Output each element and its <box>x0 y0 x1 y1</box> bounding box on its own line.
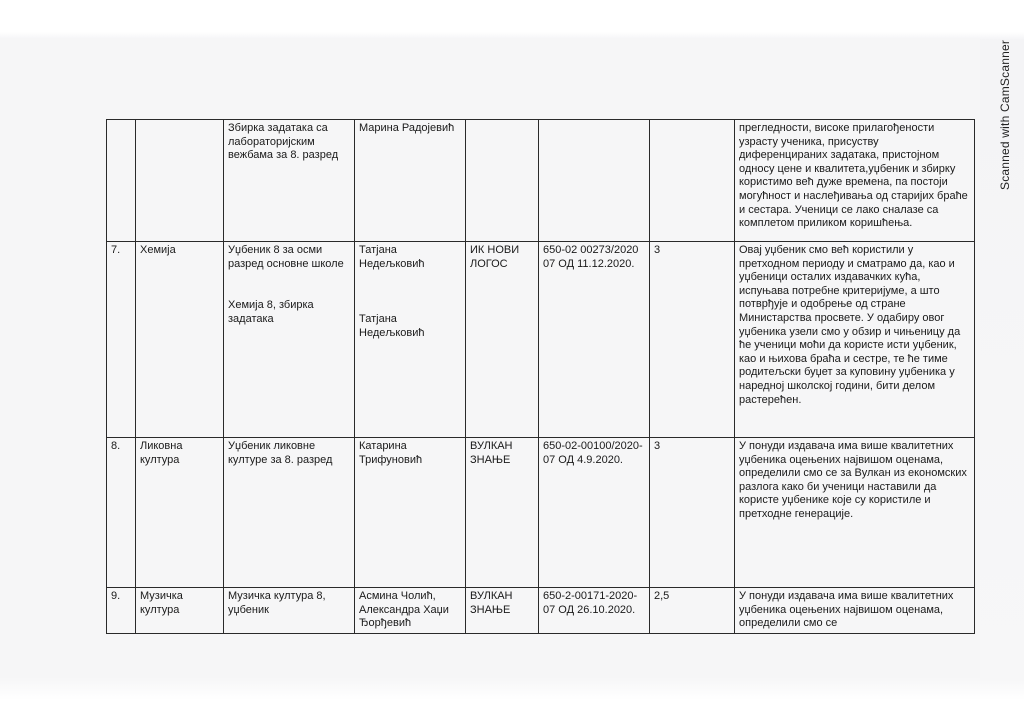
textbook-title: Уџбеник ликовне културе за 8. разред <box>228 440 333 466</box>
approval-cell: 650-2-00171-2020-07 ОД 26.10.2020. <box>539 588 650 634</box>
textbook-title-cell <box>224 588 355 634</box>
grade-cell: 3 <box>650 242 735 438</box>
author-name: Асмина Чолић, Александра Хаџи Ђорђевић <box>359 590 449 630</box>
author-cell <box>355 120 466 242</box>
table-row <box>107 438 975 588</box>
table-row <box>107 588 975 634</box>
grade-cell: 2,5 <box>650 588 735 634</box>
textbook-title-cell <box>224 438 355 588</box>
subject-cell <box>136 120 224 242</box>
subject-cell: Хемија <box>136 242 224 438</box>
textbook-title-cell <box>224 120 355 242</box>
author-cell <box>355 438 466 588</box>
subject-cell: Ликовна култура <box>136 438 224 588</box>
row-number <box>107 120 136 242</box>
table-row <box>107 120 975 242</box>
row-number: 8. <box>107 438 136 588</box>
row-number: 7. <box>107 242 136 438</box>
rationale-cell: У понуди издавача има више квалитетних уџбеника оцењених највишом оценама, определили смо се за Вулкан из економских разлога како би ученици наставили да користе уџбенике које су користиле и претходне генерације. <box>735 438 975 588</box>
grade-cell: 3 <box>650 438 735 588</box>
publisher-cell <box>466 120 539 242</box>
author-cell <box>355 242 466 438</box>
textbook-title-cell <box>224 242 355 438</box>
workbook-author-name: Татјана Недељковић <box>359 313 425 339</box>
textbook-title: Збирка задатака са лабораторијским вежбама за 8. разред <box>228 122 339 162</box>
author-name: Катарина Трифуновић <box>359 440 423 466</box>
approval-cell <box>539 120 650 242</box>
textbook-table <box>106 119 975 634</box>
rationale-cell: У понуди издавача има више квалитетних уџбеника оцењених највишом оценама, определили смо се <box>735 588 975 634</box>
textbook-title: Музичка култура 8, уџбеник <box>228 590 326 616</box>
author-name: Марина Радојевић <box>359 122 455 134</box>
table-row <box>107 242 975 438</box>
publisher-cell: ВУЛКАН ЗНАЊЕ <box>466 438 539 588</box>
rationale-cell: Овај уџбеник смо већ користили у претходном периоду и сматрамо да, као и уџбеници осталих издавачких кућа, испуњава потребне критеријуме, а што потврђује и одобрење од стране Министарства просвете. У одабиру овог уџбеника узели смо у обзир и чињеницу да ће ученици моћи да користе исти уџбеник, као и њихова браћа и сестре, те ће тиме родитељски буџет за куповину уџбеника у наредној школској години, бити делом растерећен. <box>735 242 975 438</box>
rationale-cell: прегледности, високе прилагођености узрасту ученика, присуству диференцираних задатака, пристојном односу цене и квалитета,уџбеник и збирку користимо већ дуже времена, па постоји могућност и наслеђивања од старијих браће и сестара. Ученици се лако сналазе са комплетом приликом коришћења. <box>735 120 975 242</box>
camscanner-watermark: Scanned with CamScanner <box>998 39 1012 190</box>
approval-cell: 650-02 00273/2020 07 ОД 11.12.2020. <box>539 242 650 438</box>
publisher-cell: ИК НОВИ ЛОГОС <box>466 242 539 438</box>
subject-cell: Музичка култура <box>136 588 224 634</box>
approval-cell: 650-02-00100/2020-07 ОД 4.9.2020. <box>539 438 650 588</box>
textbook-title: Уџбеник 8 за осми разред основне школе <box>228 244 344 270</box>
workbook-title: Хемија 8, збирка задатака <box>228 299 314 325</box>
publisher-cell: ВУЛКАН ЗНАЊЕ <box>466 588 539 634</box>
row-number: 9. <box>107 588 136 634</box>
author-name: Татјана Недељковић <box>359 244 425 270</box>
grade-cell <box>650 120 735 242</box>
author-cell <box>355 588 466 634</box>
